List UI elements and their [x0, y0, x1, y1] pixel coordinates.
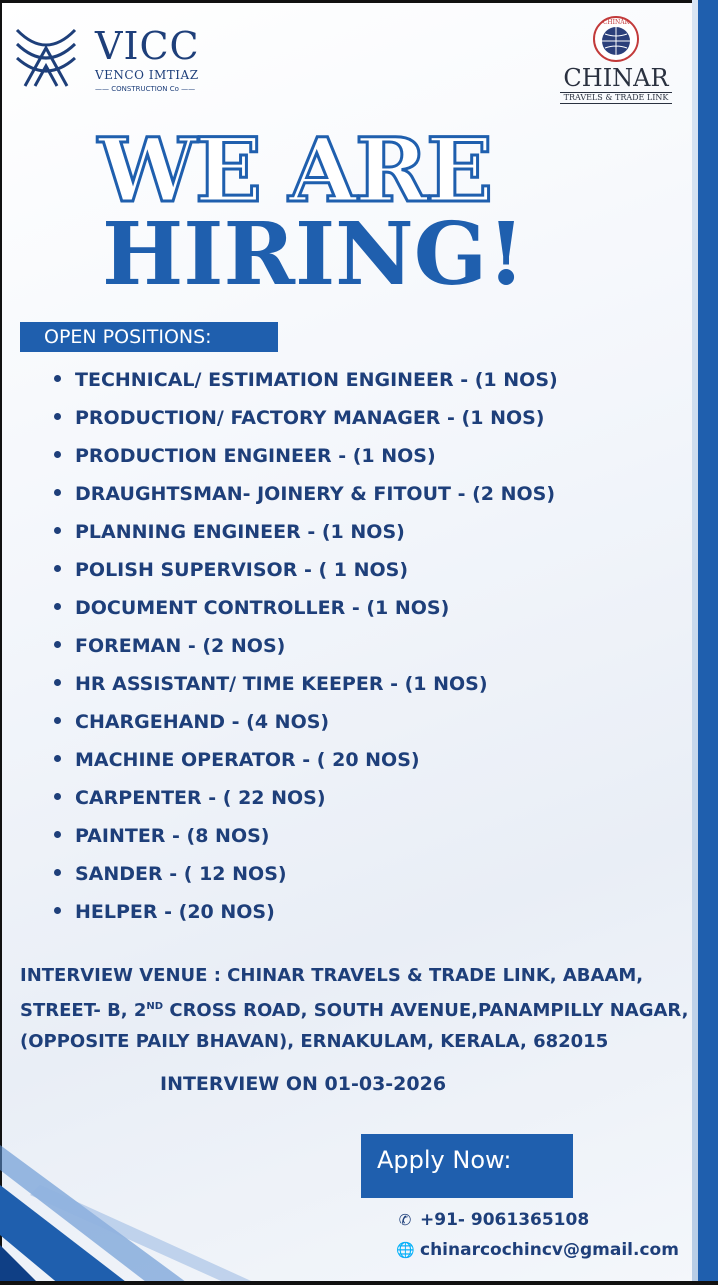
- vicc-emblem-icon: [15, 20, 77, 90]
- bullet-icon: [54, 603, 61, 610]
- frame-border: [0, 0, 2, 1285]
- list-item: DRAUGHTSMAN- JOINERY & FITOUT - (2 NOS): [54, 478, 558, 516]
- bullet-icon: [54, 527, 61, 534]
- open-positions-header: OPEN POSITIONS:: [20, 322, 278, 352]
- bullet-icon: [54, 755, 61, 762]
- frame-border: [0, 1281, 718, 1285]
- list-item: PAINTER - (8 NOS): [54, 820, 558, 858]
- contact-email[interactable]: 🌐 chinarcochincv@gmail.com: [396, 1240, 679, 1260]
- list-item: MACHINE OPERATOR - ( 20 NOS): [54, 744, 558, 782]
- list-item: TECHNICAL/ ESTIMATION ENGINEER - (1 NOS): [54, 364, 558, 402]
- chinar-tagline: TRAVELS & TRADE LINK: [560, 92, 672, 104]
- bullet-icon: [54, 451, 61, 458]
- list-item: HR ASSISTANT/ TIME KEEPER - (1 NOS): [54, 668, 558, 706]
- list-item: CARPENTER - ( 22 NOS): [54, 782, 558, 820]
- phone-icon: ✆: [398, 1211, 412, 1229]
- bullet-icon: [54, 717, 61, 724]
- positions-list: [54, 364, 558, 934]
- contact-phone[interactable]: ✆ +91- 9061365108: [396, 1210, 589, 1230]
- chinar-name: CHINAR: [563, 64, 669, 92]
- bullet-icon: [54, 869, 61, 876]
- interview-venue: INTERVIEW VENUE : CHINAR TRAVELS & TRADE LINK, ABAAM, STREET- B, 2ND CROSS ROAD, SOUTH AVENUE,PANAMPILLY NAGAR, (OPPOSITE PAILY BHAVAN), ERNAKULAM, KERALA, 682015: [20, 965, 689, 1052]
- svg-text:CHINAR: CHINAR: [602, 19, 630, 26]
- bullet-icon: [54, 679, 61, 686]
- vicc-line2: —— CONSTRUCTION Co ——: [95, 85, 196, 93]
- list-item: CHARGEHAND - (4 NOS): [54, 706, 558, 744]
- vicc-line1: VENCO IMTIAZ: [95, 68, 199, 82]
- frame-border: [0, 0, 718, 3]
- headline-hiring: HIRING!: [102, 204, 525, 305]
- bullet-icon: [54, 565, 61, 572]
- bullet-icon: [54, 489, 61, 496]
- bullet-icon: [54, 907, 61, 914]
- list-item: FOREMAN - (2 NOS): [54, 630, 558, 668]
- decorative-stripes-icon: [0, 1125, 360, 1285]
- headline-we-are: WE ARE: [98, 118, 492, 222]
- decorative-bar: [698, 0, 718, 1285]
- list-item: HELPER - (20 NOS): [54, 896, 558, 934]
- apply-now-button[interactable]: Apply Now:: [361, 1134, 573, 1198]
- bullet-icon: [54, 831, 61, 838]
- list-item: PRODUCTION ENGINEER - (1 NOS): [54, 440, 558, 478]
- bullet-icon: [54, 793, 61, 800]
- bullet-icon: [54, 641, 61, 648]
- globe-icon: [591, 14, 641, 64]
- list-item: SANDER - ( 12 NOS): [54, 858, 558, 896]
- list-item: POLISH SUPERVISOR - ( 1 NOS): [54, 554, 558, 592]
- vicc-logo: [15, 12, 225, 102]
- list-item: PRODUCTION/ FACTORY MANAGER - (1 NOS): [54, 402, 558, 440]
- list-item: PLANNING ENGINEER - (1 NOS): [54, 516, 558, 554]
- chinar-logo: [552, 14, 682, 106]
- bullet-icon: [54, 375, 61, 382]
- list-item: DOCUMENT CONTROLLER - (1 NOS): [54, 592, 558, 630]
- interview-date: INTERVIEW ON 01-03-2026: [160, 1073, 447, 1095]
- bullet-icon: [54, 413, 61, 420]
- vicc-name: VICC: [95, 24, 200, 68]
- globe-icon: 🌐: [396, 1241, 415, 1259]
